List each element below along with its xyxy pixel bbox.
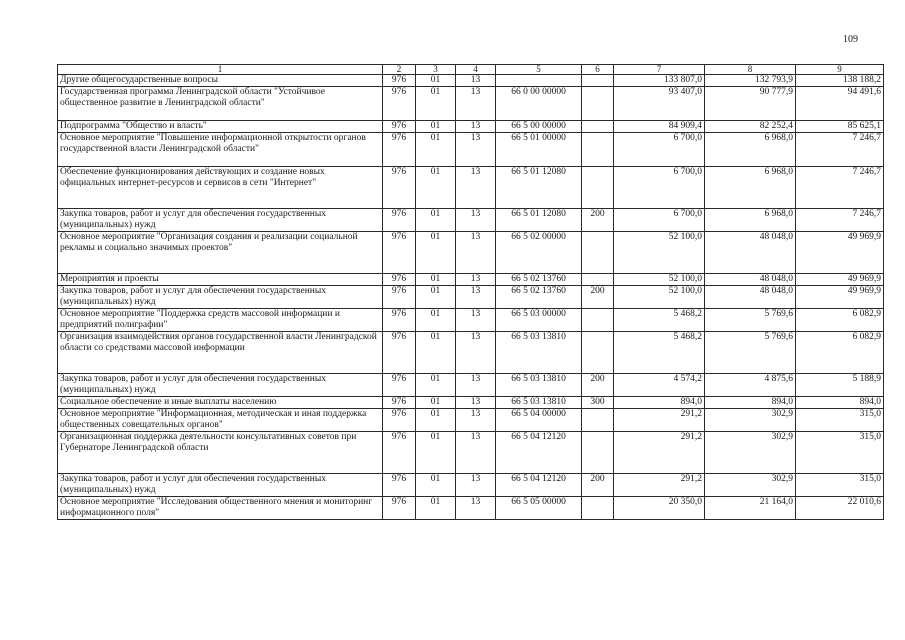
- table-cell: 93 407,0: [614, 87, 705, 121]
- column-header: 3: [416, 65, 456, 75]
- table-row: [58, 409, 884, 432]
- table-cell: 90 777,9: [705, 87, 796, 121]
- table-cell: Основное мероприятие "Информационная, методическая и иная поддержка общественных совещательных органов": [58, 409, 383, 432]
- table-cell: [582, 432, 614, 474]
- table-cell: 48 048,0: [705, 274, 796, 286]
- table-row: [58, 167, 884, 209]
- table-cell: 894,0: [705, 397, 796, 409]
- table-cell: 976: [383, 167, 416, 209]
- table-row: [58, 497, 884, 520]
- table-cell: 13: [456, 133, 496, 167]
- table-cell: 6 968,0: [705, 133, 796, 167]
- table-cell: 7 246,7: [796, 209, 884, 232]
- table-cell: 66 5 00 00000: [496, 121, 582, 133]
- table-cell: 13: [456, 232, 496, 274]
- table-row: [58, 87, 884, 121]
- column-header: 1: [58, 65, 383, 75]
- table-cell: 976: [383, 332, 416, 374]
- table-cell: Основное мероприятие "Исследования общественного мнения и мониторинг информационного поля": [58, 497, 383, 520]
- table-cell: 94 491,6: [796, 87, 884, 121]
- table-row: [58, 286, 884, 309]
- table-cell: 7 246,7: [796, 133, 884, 167]
- table-row: [58, 75, 884, 87]
- table-cell: 20 350,0: [614, 497, 705, 520]
- table-cell: 21 164,0: [705, 497, 796, 520]
- table-cell: [582, 497, 614, 520]
- table-cell: 302,9: [705, 432, 796, 474]
- column-header: 4: [456, 65, 496, 75]
- table-cell: Основное мероприятие "Повышение информационной открытости органов государственной власти Ленинградской области": [58, 133, 383, 167]
- table-cell: 315,0: [796, 409, 884, 432]
- table-cell: 7 246,7: [796, 167, 884, 209]
- table-header-row: [58, 65, 884, 75]
- table-cell: 66 5 01 12080: [496, 167, 582, 209]
- table-cell: 13: [456, 397, 496, 409]
- table-cell: [582, 133, 614, 167]
- table-cell: [582, 75, 614, 87]
- table-cell: 200: [582, 374, 614, 397]
- table-cell: 976: [383, 497, 416, 520]
- table-cell: 894,0: [614, 397, 705, 409]
- table-cell: 302,9: [705, 474, 796, 497]
- table-cell: 200: [582, 474, 614, 497]
- column-header: 8: [705, 65, 796, 75]
- table-cell: Социальное обеспечение и иные выплаты населению: [58, 397, 383, 409]
- table-cell: 66 5 03 13810: [496, 332, 582, 374]
- table-cell: 6 700,0: [614, 133, 705, 167]
- table-cell: Основное мероприятие "Поддержка средств массовой информации и предприятий полиграфии": [58, 309, 383, 332]
- table-cell: 01: [416, 474, 456, 497]
- table-cell: [582, 167, 614, 209]
- table-cell: Мероприятия и проекты: [58, 274, 383, 286]
- column-header: 9: [796, 65, 884, 75]
- table-cell: 5 188,9: [796, 374, 884, 397]
- table-cell: [582, 121, 614, 133]
- table-cell: 291,2: [614, 474, 705, 497]
- table-cell: 66 5 03 13810: [496, 374, 582, 397]
- column-header: 6: [582, 65, 614, 75]
- table-cell: 66 5 02 13760: [496, 274, 582, 286]
- table-cell: 01: [416, 75, 456, 87]
- table-cell: 976: [383, 309, 416, 332]
- table-cell: 13: [456, 209, 496, 232]
- table-cell: Основное мероприятие "Организация создания и реализации социальной рекламы и социально значимых проектов": [58, 232, 383, 274]
- table-cell: 49 969,9: [796, 286, 884, 309]
- table-cell: 66 5 01 12080: [496, 209, 582, 232]
- table-cell: 13: [456, 474, 496, 497]
- table-cell: 01: [416, 397, 456, 409]
- table-cell: [582, 87, 614, 121]
- table-cell: 01: [416, 286, 456, 309]
- table-cell: 52 100,0: [614, 274, 705, 286]
- table-cell: 976: [383, 209, 416, 232]
- table-row: [58, 209, 884, 232]
- table-cell: 66 0 00 00000: [496, 87, 582, 121]
- table-cell: 13: [456, 75, 496, 87]
- table-cell: Другие общегосударственные вопросы: [58, 75, 383, 87]
- table-cell: 52 100,0: [614, 232, 705, 274]
- budget-table: [57, 64, 884, 520]
- table-cell: 01: [416, 432, 456, 474]
- table-cell: 5 769,6: [705, 332, 796, 374]
- table-cell: 976: [383, 87, 416, 121]
- table-cell: 52 100,0: [614, 286, 705, 309]
- table-cell: 6 082,9: [796, 332, 884, 374]
- table-cell: 4 574,2: [614, 374, 705, 397]
- table-cell: 976: [383, 232, 416, 274]
- table-cell: [582, 409, 614, 432]
- table-cell: 138 188,2: [796, 75, 884, 87]
- table-cell: 976: [383, 121, 416, 133]
- table-cell: 5 468,2: [614, 309, 705, 332]
- table-cell: Закупка товаров, работ и услуг для обеспечения государственных (муниципальных) нужд: [58, 374, 383, 397]
- table-cell: Обеспечение функционирования действующих и создание новых официальных интернет-ресурсов и сервисов в сети "Интернет": [58, 167, 383, 209]
- table-cell: 01: [416, 232, 456, 274]
- table-cell: Закупка товаров, работ и услуг для обеспечения государственных (муниципальных) нужд: [58, 286, 383, 309]
- table-cell: 66 5 04 12120: [496, 474, 582, 497]
- table-cell: 6 968,0: [705, 209, 796, 232]
- table-cell: 01: [416, 332, 456, 374]
- table-row: [58, 474, 884, 497]
- table-cell: 01: [416, 121, 456, 133]
- table-cell: 01: [416, 309, 456, 332]
- table-row: [58, 121, 884, 133]
- table-cell: 66 5 04 00000: [496, 409, 582, 432]
- page-number: 109: [843, 34, 858, 45]
- table-cell: 49 969,9: [796, 232, 884, 274]
- table-row: [58, 332, 884, 374]
- table-cell: 5 468,2: [614, 332, 705, 374]
- table-cell: Государственная программа Ленинградской области "Устойчивое общественное развитие в Ленинградской области": [58, 87, 383, 121]
- table-cell: 315,0: [796, 432, 884, 474]
- table-cell: 976: [383, 286, 416, 309]
- table-cell: [582, 309, 614, 332]
- table-cell: 6 968,0: [705, 167, 796, 209]
- table-cell: 291,2: [614, 432, 705, 474]
- table-cell: 976: [383, 409, 416, 432]
- table-cell: 66 5 04 12120: [496, 432, 582, 474]
- table-cell: 82 252,4: [705, 121, 796, 133]
- table-cell: 66 5 02 13760: [496, 286, 582, 309]
- table-cell: 6 700,0: [614, 167, 705, 209]
- table-cell: 13: [456, 87, 496, 121]
- table-cell: 48 048,0: [705, 232, 796, 274]
- table-cell: 5 769,6: [705, 309, 796, 332]
- table-cell: 13: [456, 374, 496, 397]
- table-cell: 13: [456, 167, 496, 209]
- table-cell: 85 625,1: [796, 121, 884, 133]
- table-cell: 01: [416, 274, 456, 286]
- table-cell: 66 5 02 00000: [496, 232, 582, 274]
- column-header: 7: [614, 65, 705, 75]
- table-cell: 291,2: [614, 409, 705, 432]
- table-cell: 01: [416, 87, 456, 121]
- table-cell: 976: [383, 374, 416, 397]
- table-cell: 01: [416, 133, 456, 167]
- column-header: 5: [496, 65, 582, 75]
- table-cell: 894,0: [796, 397, 884, 409]
- table-row: [58, 397, 884, 409]
- table-cell: 133 807,0: [614, 75, 705, 87]
- table-cell: 66 5 03 00000: [496, 309, 582, 332]
- table-cell: 13: [456, 274, 496, 286]
- table-row: [58, 374, 884, 397]
- table-cell: 01: [416, 167, 456, 209]
- table-cell: 22 010,6: [796, 497, 884, 520]
- table-cell: 01: [416, 409, 456, 432]
- table-row: [58, 232, 884, 274]
- table-cell: 13: [456, 409, 496, 432]
- table-cell: 976: [383, 274, 416, 286]
- table-cell: 976: [383, 432, 416, 474]
- table-cell: Организация взаимодействия органов государственной власти Ленинградской области со средствами массовой информации: [58, 332, 383, 374]
- table-cell: 01: [416, 374, 456, 397]
- column-header: 2: [383, 65, 416, 75]
- table-cell: 315,0: [796, 474, 884, 497]
- table-cell: [582, 232, 614, 274]
- table-cell: 13: [456, 432, 496, 474]
- table-cell: 48 048,0: [705, 286, 796, 309]
- table-cell: 01: [416, 209, 456, 232]
- table-cell: 13: [456, 121, 496, 133]
- table-cell: [582, 332, 614, 374]
- table-cell: 976: [383, 397, 416, 409]
- table-cell: 302,9: [705, 409, 796, 432]
- table-cell: [582, 274, 614, 286]
- table-cell: 6 082,9: [796, 309, 884, 332]
- table-cell: 4 875,6: [705, 374, 796, 397]
- table-cell: 976: [383, 75, 416, 87]
- table-cell: 13: [456, 286, 496, 309]
- table-cell: 132 793,9: [705, 75, 796, 87]
- table-cell: 13: [456, 332, 496, 374]
- table-cell: 300: [582, 397, 614, 409]
- table-row: [58, 432, 884, 474]
- table-row: [58, 133, 884, 167]
- table-cell: 13: [456, 497, 496, 520]
- table-row: [58, 274, 884, 286]
- table-cell: 6 700,0: [614, 209, 705, 232]
- table-cell: 976: [383, 133, 416, 167]
- table-cell: 49 969,9: [796, 274, 884, 286]
- table-cell: 66 5 01 00000: [496, 133, 582, 167]
- table-cell: 976: [383, 474, 416, 497]
- table-cell: Закупка товаров, работ и услуг для обеспечения государственных (муниципальных) нужд: [58, 209, 383, 232]
- table-cell: 200: [582, 209, 614, 232]
- table-cell: 01: [416, 497, 456, 520]
- table-cell: 200: [582, 286, 614, 309]
- table-cell: Подпрограмма "Общество и власть": [58, 121, 383, 133]
- table-cell: 66 5 03 13810: [496, 397, 582, 409]
- table-cell: 84 909,4: [614, 121, 705, 133]
- table-row: [58, 309, 884, 332]
- table-cell: [496, 75, 582, 87]
- table-cell: 13: [456, 309, 496, 332]
- table-cell: Закупка товаров, работ и услуг для обеспечения государственных (муниципальных) нужд: [58, 474, 383, 497]
- table-cell: 66 5 05 00000: [496, 497, 582, 520]
- table-cell: Организационная поддержка деятельности консультативных советов при Губернаторе Ленинградской области: [58, 432, 383, 474]
